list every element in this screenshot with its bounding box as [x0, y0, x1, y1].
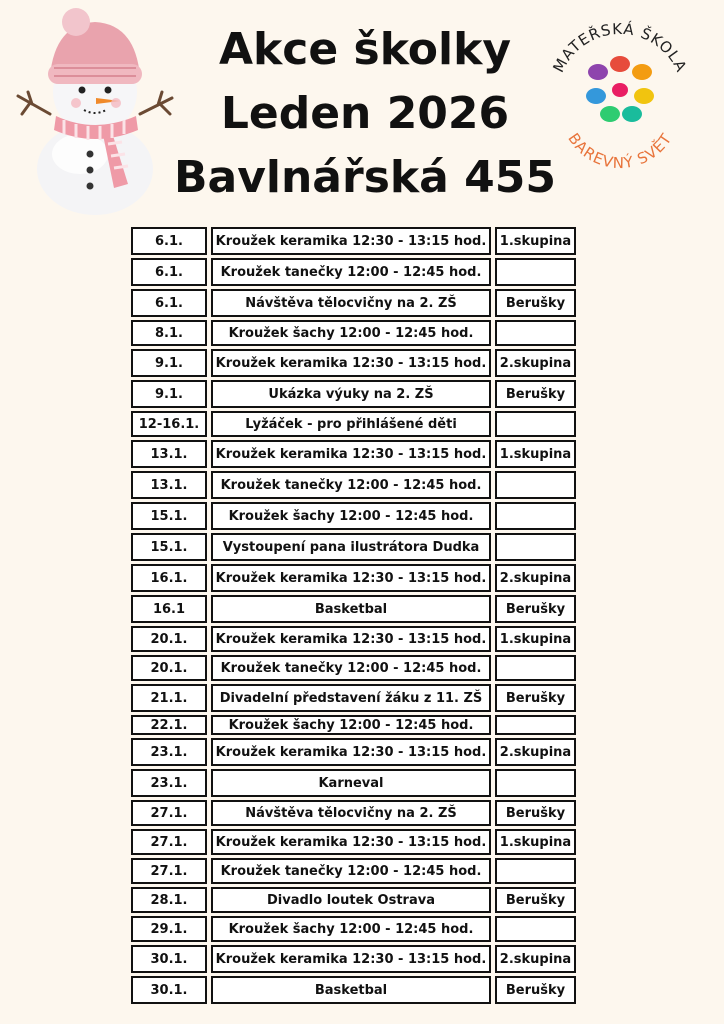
event-cell: Kroužek keramika 12:30 - 13:15 hod. — [211, 227, 491, 255]
group-cell — [495, 715, 576, 735]
group-cell — [495, 769, 576, 797]
group-cell — [495, 916, 576, 942]
event-cell: Karneval — [211, 769, 491, 797]
date-cell: 22.1. — [131, 715, 207, 735]
event-cell: Kroužek keramika 12:30 - 13:15 hod. — [211, 626, 491, 652]
logo-text-top: MATEŘSKÁ ŠKOLA — [549, 19, 691, 76]
event-cell: Vystoupení pana ilustrátora Dudka — [211, 533, 491, 561]
date-cell: 9.1. — [131, 349, 207, 377]
date-cell: 20.1. — [131, 655, 207, 681]
event-cell: Kroužek tanečky 12:00 - 12:45 hod. — [211, 655, 491, 681]
event-cell: Návštěva tělocvičny na 2. ZŠ — [211, 800, 491, 826]
event-cell: Basketbal — [211, 976, 491, 1004]
group-cell: Berušky — [495, 800, 576, 826]
handprints-icon — [586, 56, 654, 122]
group-cell: Berušky — [495, 380, 576, 408]
group-cell: 1.skupina — [495, 626, 576, 652]
event-cell: Kroužek keramika 12:30 - 13:15 hod. — [211, 564, 491, 592]
event-cell: Kroužek keramika 12:30 - 13:15 hod. — [211, 440, 491, 468]
date-cell: 6.1. — [131, 258, 207, 286]
title-line-3: Bavlnářská 455 — [173, 152, 556, 203]
date-cell: 20.1. — [131, 626, 207, 652]
group-cell: 2.skupina — [495, 945, 576, 973]
group-cell — [495, 320, 576, 346]
group-cell: 2.skupina — [495, 349, 576, 377]
group-cell: 2.skupina — [495, 738, 576, 766]
event-cell: Divadlo loutek Ostrava — [211, 887, 491, 913]
group-cell — [495, 858, 576, 884]
date-cell: 13.1. — [131, 440, 207, 468]
event-cell: Ukázka výuky na 2. ZŠ — [211, 380, 491, 408]
date-cell: 30.1. — [131, 976, 207, 1004]
date-cell: 9.1. — [131, 380, 207, 408]
group-cell — [495, 471, 576, 499]
logo-text-bottom: BAREVNÝ SVĚT — [564, 129, 676, 173]
group-cell: 1.skupina — [495, 829, 576, 855]
page-title — [150, 18, 580, 210]
group-cell — [495, 411, 576, 437]
date-cell: 6.1. — [131, 289, 207, 317]
event-cell: Kroužek tanečky 12:00 - 12:45 hod. — [211, 471, 491, 499]
event-cell: Kroužek keramika 12:30 - 13:15 hod. — [211, 349, 491, 377]
date-cell: 29.1. — [131, 916, 207, 942]
event-cell: Kroužek šachy 12:00 - 12:45 hod. — [211, 916, 491, 942]
event-cell: Kroužek keramika 12:30 - 13:15 hod. — [211, 738, 491, 766]
schedule-table — [131, 227, 576, 1004]
date-cell: 30.1. — [131, 945, 207, 973]
date-cell: 21.1. — [131, 684, 207, 712]
event-cell: Kroužek tanečky 12:00 - 12:45 hod. — [211, 858, 491, 884]
date-cell: 13.1. — [131, 471, 207, 499]
date-cell: 12-16.1. — [131, 411, 207, 437]
title-line-1: Akce školky — [218, 24, 512, 75]
event-cell: Kroužek tanečky 12:00 - 12:45 hod. — [211, 258, 491, 286]
group-cell — [495, 502, 576, 530]
date-cell: 27.1. — [131, 800, 207, 826]
school-logo — [540, 14, 700, 174]
group-cell — [495, 655, 576, 681]
date-cell: 15.1. — [131, 502, 207, 530]
event-cell: Kroužek šachy 12:00 - 12:45 hod. — [211, 320, 491, 346]
event-cell: Kroužek keramika 12:30 - 13:15 hod. — [211, 945, 491, 973]
event-cell: Basketbal — [211, 595, 491, 623]
event-cell: Kroužek keramika 12:30 - 13:15 hod. — [211, 829, 491, 855]
event-cell: Lyžáček - pro přihlášené děti — [211, 411, 491, 437]
date-cell: 27.1. — [131, 858, 207, 884]
group-cell: Berušky — [495, 976, 576, 1004]
event-cell: Kroužek šachy 12:00 - 12:45 hod. — [211, 502, 491, 530]
group-cell: 1.skupina — [495, 440, 576, 468]
date-cell: 28.1. — [131, 887, 207, 913]
group-cell: Berušky — [495, 684, 576, 712]
title-line-2: Leden 2026 — [220, 88, 510, 139]
group-cell: 2.skupina — [495, 564, 576, 592]
date-cell: 23.1. — [131, 769, 207, 797]
date-cell: 16.1 — [131, 595, 207, 623]
svg-text:BAREVNÝ SVĚT — [564, 130, 675, 172]
event-cell: Kroužek šachy 12:00 - 12:45 hod. — [211, 715, 491, 735]
group-cell — [495, 258, 576, 286]
event-cell: Návštěva tělocvičny na 2. ZŠ — [211, 289, 491, 317]
group-cell: Berušky — [495, 887, 576, 913]
date-cell: 6.1. — [131, 227, 207, 255]
group-cell: 1.skupina — [495, 227, 576, 255]
date-cell: 16.1. — [131, 564, 207, 592]
event-cell: Divadelní představení žáku z 11. ZŠ — [211, 684, 491, 712]
date-cell: 27.1. — [131, 829, 207, 855]
date-cell: 8.1. — [131, 320, 207, 346]
group-cell: Berušky — [495, 595, 576, 623]
date-cell: 23.1. — [131, 738, 207, 766]
group-cell — [495, 533, 576, 561]
date-cell: 15.1. — [131, 533, 207, 561]
group-cell: Berušky — [495, 289, 576, 317]
